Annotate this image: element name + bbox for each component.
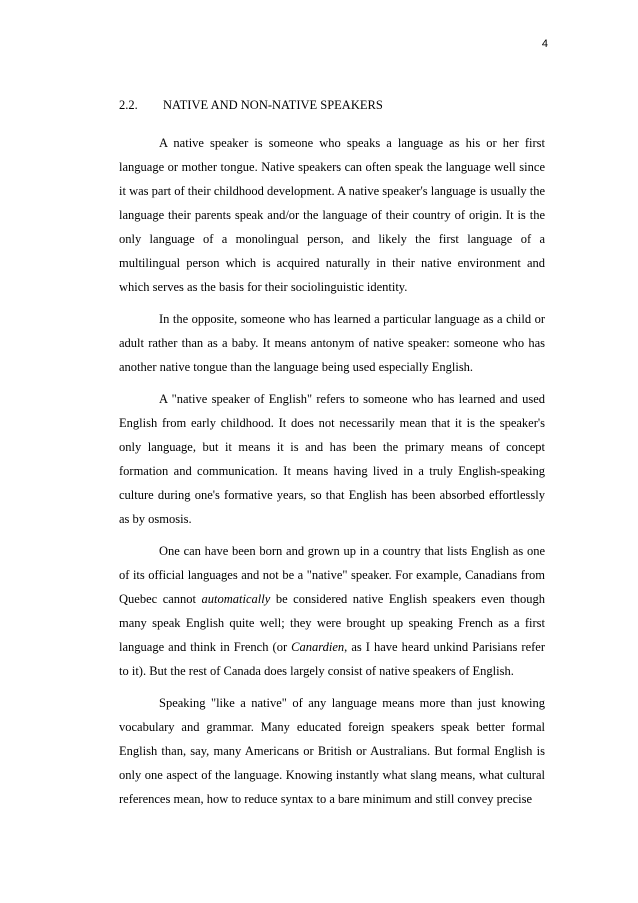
italic-term-canardien: Canardien <box>291 640 345 654</box>
paragraph-text: One can have been born and grown up in a country that lists English as one of its official languages and not be a "native" speaker. For example, Canadians from Quebec cannot <box>119 544 545 606</box>
paragraph-text: be considered native English speakers even though many speak English quite well; they were brought up speaking French as a first language and think in French (or <box>119 592 545 654</box>
paragraph-quebec-example <box>119 539 545 683</box>
section-number: 2.2. <box>119 98 138 112</box>
paragraph-native-speaker-definition: A native speaker is someone who speaks a language as his or her first language or mother tongue. Native speakers can often speak the language well since it was part of their childhood development. A native speaker's language is usually the language their parents speak and/or the language of their country of origin. It is the only language of a monolingual person, and likely the first language of a multilingual person which is acquired naturally in their native environment and which serves as the basis for their sociolinguistic identity. <box>119 136 545 294</box>
page-number: 4 <box>541 38 548 50</box>
page-content <box>119 93 545 819</box>
paragraph-speaking-like-a-native: Speaking "like a native" of any language means more than just knowing vocabulary and grammar. Many educated foreign speakers speak better formal English than, say, many Americans or British or Australians. But formal English is only one aspect of the language. Knowing instantly what slang means, what cultural references mean, how to reduce syntax to a bare minimum and still convey precise <box>119 696 545 806</box>
section-title: NATIVE AND NON-NATIVE SPEAKERS <box>163 98 383 112</box>
paragraph-non-native-definition: In the opposite, someone who has learned a particular language as a child or adult rather than as a baby. It means antonym of native speaker: someone who has another native tongue than the language being used especially English. <box>119 312 545 374</box>
paragraph-native-speaker-of-english: A "native speaker of English" refers to someone who has learned and used English from early childhood. It does not necessarily mean that it is the speaker's only language, but it means it is and has been the primary means of concept formation and communication. It means having lived in a truly English-speaking culture during one's formative years, so that English has been absorbed effortlessly as by osmosis. <box>119 392 545 526</box>
italic-term-automatically: automatically <box>201 592 271 606</box>
paragraph-text: , as I have heard unkind Parisians refer to it). But the rest of Canada does largely consist of native speakers of English. <box>119 640 545 678</box>
section-heading <box>119 93 545 117</box>
